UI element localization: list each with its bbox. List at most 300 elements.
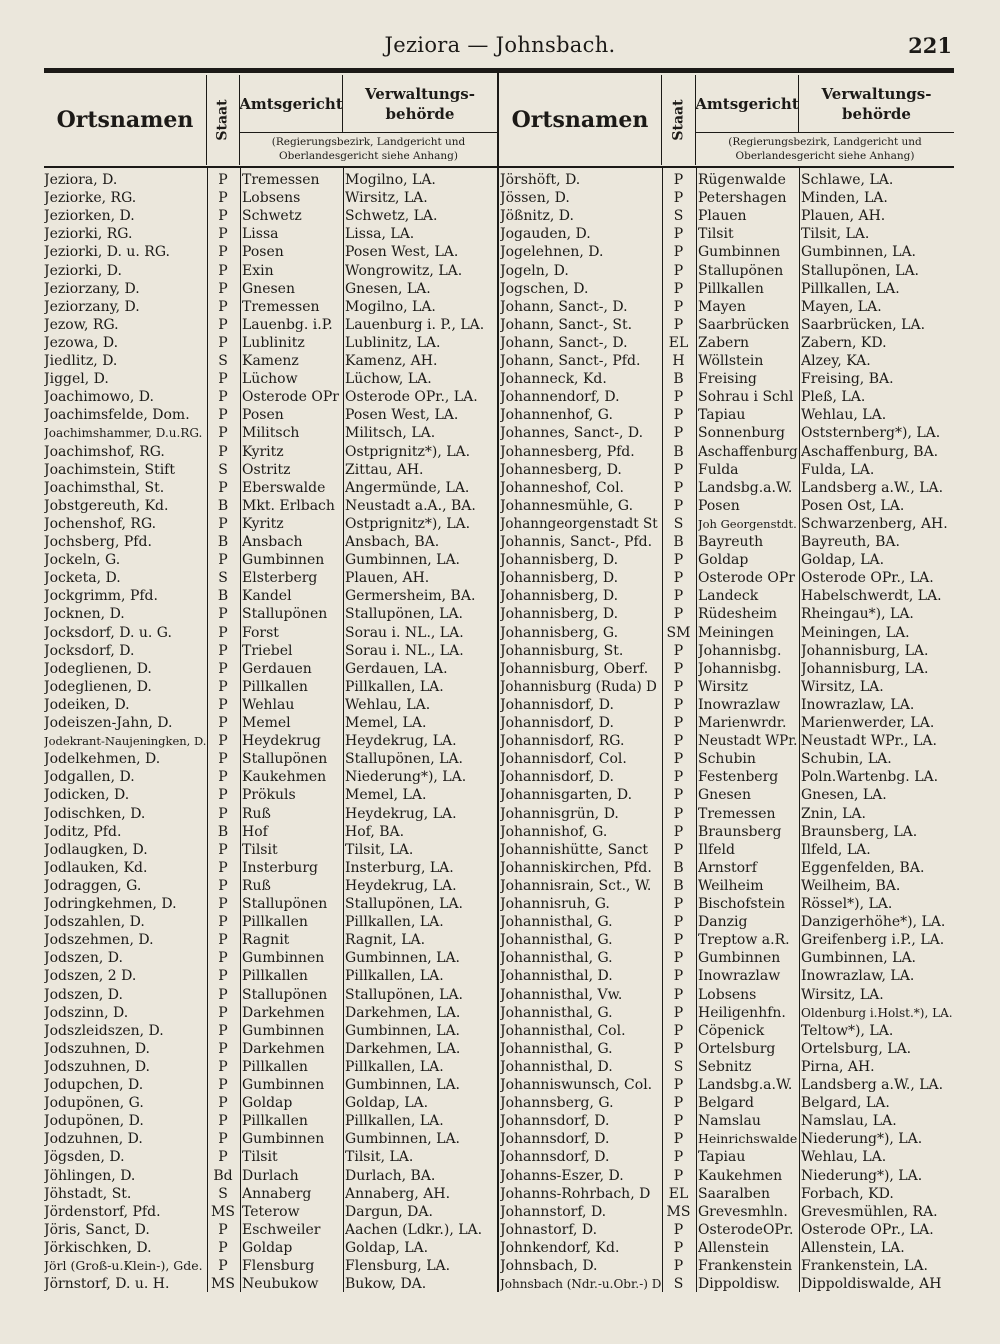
table-row	[44, 262, 504, 280]
entry-ortsname: Johannes, Sanct-, D.	[500, 425, 644, 442]
entry-staat: P	[218, 443, 228, 460]
table-row	[44, 587, 504, 605]
table-row	[44, 207, 504, 225]
entry-verwaltungsbehoerde: Tilsit, LA.	[801, 226, 870, 243]
entry-amtsgericht: Ruß	[242, 877, 271, 894]
entry-ortsname: Joachimshammer, D.u.RG.	[44, 426, 203, 441]
table-row	[499, 642, 959, 660]
entry-amtsgericht: Stallupönen	[242, 606, 328, 623]
entry-staat: P	[673, 497, 684, 514]
entry-verwaltungsbehoerde: Stallupönen, LA.	[345, 751, 464, 768]
entry-amtsgericht: Fulda	[698, 461, 739, 478]
table-row	[44, 189, 504, 207]
entry-staat: P	[218, 624, 228, 641]
entry-ortsname: Jobstgereuth, Kd.	[44, 497, 169, 514]
entry-staat: P	[673, 570, 684, 587]
entry-ortsname: Jogelehnen, D.	[500, 244, 604, 261]
entry-amtsgericht: Forst	[242, 624, 279, 641]
entry-verwaltungsbehoerde: Tilsit, LA.	[345, 841, 414, 858]
entry-amtsgericht: Zabern	[698, 334, 750, 351]
entry-ortsname: Joachimsfelde, Dom.	[44, 407, 190, 424]
entry-staat: P	[218, 896, 228, 912]
entry-amtsgericht: Wehlau	[242, 696, 295, 713]
entry-amtsgericht: Ansbach	[242, 534, 303, 550]
entry-ortsname: Jocknen, D.	[44, 606, 125, 623]
entry-amtsgericht: Prökuls	[242, 787, 296, 804]
entry-verwaltungsbehoerde: Dippoldiswalde, AH	[801, 1276, 942, 1293]
entry-verwaltungsbehoerde: Wehlau, LA.	[345, 696, 431, 713]
entry-staat: P	[673, 642, 684, 659]
entry-amtsgericht: Ilfeld	[698, 841, 735, 858]
entry-ortsname: Jößnitz, D.	[500, 208, 574, 225]
entry-ortsname: Joditz, Pfd.	[44, 823, 122, 840]
table-row	[499, 1257, 959, 1275]
table-row	[44, 497, 504, 515]
entry-verwaltungsbehoerde: Goldap, LA.	[345, 1095, 429, 1112]
entry-staat: P	[218, 1113, 228, 1130]
entry-verwaltungsbehoerde: Pillkallen, LA.	[345, 968, 444, 985]
entry-staat: P	[673, 1167, 684, 1184]
entry-verwaltungsbehoerde: Insterburg, LA.	[345, 859, 454, 876]
entry-verwaltungsbehoerde: Pillkallen, LA.	[345, 678, 444, 695]
entry-verwaltungsbehoerde: Gumbinnen, LA.	[345, 552, 461, 569]
table-row	[44, 1130, 504, 1148]
entry-ortsname: Johann, Sanct-, D.	[500, 298, 628, 315]
entry-verwaltungsbehoerde: Flensburg, LA.	[345, 1258, 451, 1274]
entry-verwaltungsbehoerde: Aachen (Ldkr.), LA.	[345, 1221, 483, 1238]
entry-verwaltungsbehoerde: Ragnit, LA.	[345, 932, 426, 949]
entry-verwaltungsbehoerde: Habelschwerdt, LA.	[801, 588, 942, 605]
entry-ortsname: Joachimshof, RG.	[44, 443, 165, 460]
table-row	[44, 406, 504, 424]
entry-amtsgericht: Dippoldisw.	[698, 1276, 780, 1293]
entry-staat: P	[673, 244, 684, 261]
table-row	[499, 805, 959, 823]
entry-verwaltungsbehoerde: Oststernberg*), LA.	[801, 425, 941, 442]
table-row	[499, 1040, 959, 1058]
table-row	[44, 316, 504, 334]
entry-ortsname: Johannesberg, Pfd.	[500, 443, 635, 460]
entry-verwaltungsbehoerde: Zittau, AH.	[345, 461, 424, 478]
table-row	[499, 1112, 959, 1130]
entry-staat: MS	[211, 1203, 235, 1220]
entry-verwaltungsbehoerde: Johannisburg, LA.	[801, 642, 929, 659]
entry-staat: H	[672, 353, 685, 369]
entry-staat: P	[673, 172, 684, 188]
table-row	[499, 280, 959, 298]
entry-staat: P	[673, 733, 684, 750]
entry-ortsname: Jössen, D.	[500, 190, 570, 207]
entry-verwaltungsbehoerde: Heydekrug, LA.	[345, 877, 457, 894]
entry-ortsname: Johannishof, G.	[500, 823, 608, 840]
header-ortsnamen-right: Ortsnamen	[499, 75, 662, 165]
table-row	[499, 768, 959, 786]
entry-verwaltungsbehoerde: Minden, LA.	[801, 190, 888, 207]
entry-amtsgericht: Weilheim	[698, 877, 764, 894]
entry-amtsgericht: Namslau	[698, 1113, 761, 1130]
entry-ortsname: Johannisthal, Vw.	[500, 986, 623, 1003]
entry-ortsname: Jeziorke, RG.	[44, 190, 137, 207]
table-row	[44, 967, 504, 985]
entry-ortsname: Johannisgrün, D.	[500, 805, 619, 822]
entry-staat: P	[218, 1022, 228, 1039]
entry-staat: P	[218, 208, 228, 225]
entry-staat: S	[218, 461, 228, 478]
entry-staat: P	[218, 841, 228, 858]
entry-amtsgericht: Posen	[242, 244, 284, 261]
entry-verwaltungsbehoerde: Inowrazlaw, LA.	[801, 968, 915, 985]
entry-amtsgericht: Lublinitz	[242, 334, 305, 351]
entry-amtsgericht: Gumbinnen	[698, 950, 781, 967]
entry-staat: P	[218, 425, 228, 442]
entry-ortsname: Jögsden, D.	[44, 1149, 125, 1166]
entry-ortsname: Jodlaugken, D.	[44, 841, 148, 858]
entry-amtsgericht: Gumbinnen	[242, 1131, 325, 1148]
entry-staat: EL	[668, 334, 689, 351]
entry-staat: P	[218, 678, 228, 695]
header-staat-right: Staat	[662, 75, 696, 165]
entry-amtsgericht: Danzig	[698, 914, 748, 931]
entry-staat: P	[673, 1131, 684, 1148]
entry-ortsname: Jeziorki, D.	[44, 262, 122, 279]
entry-amtsgericht: Eschweiler	[242, 1221, 321, 1238]
entry-ortsname: Johanneshof, Col.	[500, 479, 625, 496]
entry-amtsgericht: Heinrichswalde	[698, 1131, 798, 1147]
entry-staat: SM	[666, 624, 691, 641]
entry-amtsgericht: Memel	[242, 715, 291, 731]
table-row	[44, 895, 504, 913]
entry-ortsname: Johannisthal, Col.	[500, 1022, 626, 1039]
table-row	[499, 1094, 959, 1112]
table-row	[499, 1185, 959, 1203]
entry-staat: P	[218, 1149, 228, 1166]
entry-verwaltungsbehoerde: Greifenberg i.P., LA.	[801, 932, 945, 949]
entry-amtsgericht: Tremessen	[242, 172, 320, 188]
entry-amtsgericht: Stallupönen	[242, 896, 328, 912]
entry-ortsname: Johannsberg, G.	[500, 1095, 614, 1112]
entry-verwaltungsbehoerde: Wehlau, LA.	[801, 407, 887, 424]
entry-amtsgericht: Lobsens	[242, 190, 301, 207]
entry-amtsgericht: Meiningen	[698, 624, 774, 641]
entry-ortsname: Johannisthal, G.	[500, 1004, 613, 1021]
entry-verwaltungsbehoerde: Bukow, DA.	[345, 1276, 427, 1293]
entry-verwaltungsbehoerde: Pillkallen, LA.	[345, 1113, 444, 1130]
entry-staat: P	[218, 1131, 228, 1148]
entry-staat: P	[673, 1077, 684, 1093]
entry-verwaltungsbehoerde: Fulda, LA.	[801, 461, 875, 478]
table-row	[499, 587, 959, 605]
entry-verwaltungsbehoerde: Poln.Wartenbg. LA.	[801, 769, 939, 786]
entry-verwaltungsbehoerde: Darkehmen, LA.	[345, 1040, 461, 1057]
entry-verwaltungsbehoerde: Ostprignitz*), LA.	[345, 515, 471, 532]
entry-amtsgericht: Tapiau	[698, 407, 746, 424]
entry-ortsname: Johannisdorf, D.	[500, 769, 614, 786]
entry-staat: P	[673, 190, 684, 207]
entry-ortsname: Jöris, Sanct, D.	[44, 1221, 150, 1238]
entry-amtsgericht: Tilsit	[698, 226, 734, 243]
table-row	[44, 949, 504, 967]
table-row	[44, 642, 504, 660]
entry-verwaltungsbehoerde: Plauen, AH.	[345, 570, 430, 587]
entry-verwaltungsbehoerde: Freising, BA.	[801, 371, 894, 388]
entry-staat: P	[218, 751, 228, 768]
entry-verwaltungsbehoerde: Plauen, AH.	[801, 208, 886, 225]
running-title: Jeziora — Johnsbach.	[384, 33, 616, 57]
entry-ortsname: Johannisburg (Ruda) D	[500, 678, 657, 695]
entry-ortsname: Johannisthal, D.	[500, 968, 613, 985]
entry-ortsname: Jodlauken, Kd.	[44, 859, 148, 876]
entry-amtsgericht: Plauen	[698, 208, 747, 225]
entry-ortsname: Jochsberg, Pfd.	[44, 534, 152, 550]
entry-verwaltungsbehoerde: Pillkallen, LA.	[801, 280, 900, 297]
entry-amtsgericht: Pillkallen	[242, 1058, 308, 1075]
entry-staat: P	[673, 805, 684, 822]
entry-verwaltungsbehoerde: Pillkallen, LA.	[345, 914, 444, 931]
entry-ortsname: Jockeln, G.	[44, 552, 121, 569]
entry-amtsgericht: Sohrau i Schl	[698, 389, 794, 406]
entry-verwaltungsbehoerde: Frankenstein, LA.	[801, 1258, 928, 1274]
page-number: 221	[908, 33, 952, 58]
entry-ortsname: Johannisrain, Sct., W.	[500, 877, 652, 894]
entry-staat: P	[673, 932, 684, 949]
entry-staat: P	[673, 787, 684, 804]
table-row	[499, 461, 959, 479]
entry-amtsgericht: Kandel	[242, 588, 292, 605]
table-row	[499, 515, 959, 533]
header-rule	[44, 166, 954, 168]
table-row	[499, 786, 959, 804]
table-row	[499, 732, 959, 750]
entry-staat: P	[673, 823, 684, 840]
entry-staat: P	[673, 479, 684, 496]
entry-staat: P	[218, 262, 228, 279]
table-row	[44, 388, 504, 406]
entry-staat: P	[218, 1221, 228, 1238]
entry-staat: S	[218, 353, 228, 369]
entry-amtsgericht: Lissa	[242, 226, 279, 243]
entry-verwaltungsbehoerde: Gumbinnen, LA.	[801, 950, 917, 967]
entry-staat: P	[673, 606, 684, 623]
table-row	[44, 551, 504, 569]
entry-ortsname: Jodszleidszen, D.	[44, 1022, 164, 1039]
entry-verwaltungsbehoerde: Oldenburg i.Holst.*), LA.	[801, 1005, 953, 1020]
entry-amtsgericht: Aschaffenburg	[698, 443, 798, 460]
entry-ortsname: Johannisberg, D.	[500, 570, 619, 587]
entry-amtsgericht: Wirsitz	[698, 678, 748, 695]
page-header	[0, 33, 1000, 61]
entry-staat: P	[218, 805, 228, 822]
entry-amtsgericht: Allenstein	[698, 1239, 769, 1256]
entry-amtsgericht: Arnstorf	[698, 859, 757, 876]
entry-verwaltungsbehoerde: Sorau i. NL., LA.	[345, 642, 464, 659]
table-row	[499, 678, 959, 696]
table-row	[499, 1058, 959, 1076]
table-row	[44, 823, 504, 841]
entry-staat: B	[217, 534, 229, 550]
entry-amtsgericht: Neubukow	[242, 1276, 319, 1293]
entry-amtsgericht: Marienwrdr.	[698, 715, 787, 731]
entry-amtsgericht: Gumbinnen	[242, 552, 325, 569]
table-row	[499, 1275, 959, 1293]
table-row	[44, 1257, 504, 1275]
entry-amtsgericht: Heydekrug	[242, 733, 321, 750]
entry-ortsname: Johannisthal, D.	[500, 1058, 613, 1075]
entry-amtsgericht: Grevesmhln.	[698, 1203, 788, 1220]
entry-verwaltungsbehoerde: Rössel*), LA.	[801, 896, 893, 912]
entry-verwaltungsbehoerde: Hof, BA.	[345, 823, 405, 840]
table-row	[499, 316, 959, 334]
entry-amtsgericht: Johannisbg.	[698, 660, 782, 677]
entry-ortsname: Jodischken, D.	[44, 805, 146, 822]
entry-ortsname: Johnkendorf, Kd.	[500, 1239, 620, 1256]
entry-ortsname: Johnsbach, D.	[500, 1258, 598, 1274]
entry-amtsgericht: Tilsit	[242, 841, 278, 858]
entry-ortsname: Jodupchen, D.	[44, 1077, 144, 1093]
entry-amtsgericht: Lauenbg. i.P.	[242, 316, 333, 333]
entry-verwaltungsbehoerde: Mogilno, LA.	[345, 298, 436, 315]
entry-ortsname: Jezowa, D.	[44, 334, 119, 351]
entry-amtsgericht: Osterode OPr	[242, 389, 339, 406]
entry-staat: P	[673, 1040, 684, 1057]
entry-ortsname: Johannisburg, St.	[500, 642, 624, 659]
table-row	[44, 1239, 504, 1257]
entry-amtsgericht: Tremessen	[698, 805, 776, 822]
entry-verwaltungsbehoerde: Meiningen, LA.	[801, 624, 910, 641]
entry-verwaltungsbehoerde: Alzey, KA.	[801, 353, 871, 369]
entry-ortsname: Johanns-Rohrbach, D	[500, 1185, 651, 1202]
entry-verwaltungsbehoerde: Stallupönen, LA.	[345, 986, 464, 1003]
table-row	[44, 1275, 504, 1293]
table-row	[499, 877, 959, 895]
entry-amtsgericht: Landeck	[698, 588, 759, 605]
entry-staat: B	[217, 497, 229, 514]
entry-amtsgericht: Belgard	[698, 1095, 755, 1112]
entry-verwaltungsbehoerde: Militsch, LA.	[345, 425, 436, 442]
entry-staat: P	[218, 1077, 228, 1093]
entry-staat: S	[673, 515, 684, 532]
entry-verwaltungsbehoerde: Gumbinnen, LA.	[345, 1131, 461, 1148]
entry-staat: P	[673, 407, 684, 424]
entry-staat: P	[673, 715, 684, 731]
table-row	[499, 1022, 959, 1040]
table-row	[499, 189, 959, 207]
table-row	[44, 1040, 504, 1058]
entry-staat: P	[673, 1258, 684, 1274]
entry-staat: P	[673, 1095, 684, 1112]
table-row	[44, 280, 504, 298]
table-row	[499, 1076, 959, 1094]
entry-amtsgericht: Triebel	[242, 642, 293, 659]
table-row	[499, 949, 959, 967]
entry-verwaltungsbehoerde: Gumbinnen, LA.	[801, 244, 917, 261]
entry-ortsname: Jocketa, D.	[44, 570, 121, 587]
entry-verwaltungsbehoerde: Ilfeld, LA.	[801, 841, 871, 858]
entry-verwaltungsbehoerde: Schwarzenberg, AH.	[801, 515, 948, 532]
entry-amtsgericht: Gnesen	[698, 787, 751, 804]
entry-amtsgericht: Goldap	[698, 552, 749, 569]
entry-staat: P	[673, 588, 684, 605]
entry-amtsgericht: Tilsit	[242, 1149, 278, 1166]
entry-amtsgericht: Ruß	[242, 805, 271, 822]
entry-verwaltungsbehoerde: Gumbinnen, LA.	[345, 1022, 461, 1039]
entry-ortsname: Johannisberg, D.	[500, 606, 619, 623]
table-row	[499, 913, 959, 931]
table-row	[44, 913, 504, 931]
entry-amtsgericht: Mkt. Erlbach	[242, 497, 335, 514]
entry-ortsname: Jörshöft, D.	[500, 172, 581, 188]
entry-verwaltungsbehoerde: Memel, LA.	[345, 787, 427, 804]
entry-verwaltungsbehoerde: Stallupönen, LA.	[801, 262, 920, 279]
entry-verwaltungsbehoerde: Osterode OPr., LA.	[801, 570, 934, 587]
entry-ortsname: Johannendorf, D.	[500, 389, 620, 406]
table-row	[44, 1076, 504, 1094]
entry-staat: B	[217, 588, 229, 605]
entry-ortsname: Jodszehmen, D.	[44, 932, 154, 949]
table-row	[44, 1058, 504, 1076]
entry-amtsgericht: Pillkallen	[698, 280, 764, 297]
table-row	[499, 1203, 959, 1221]
entry-amtsgericht: Lüchow	[242, 371, 298, 388]
table-row	[44, 605, 504, 623]
table-row	[499, 424, 959, 442]
entry-amtsgericht: Durlach	[242, 1167, 299, 1184]
table-row	[499, 443, 959, 461]
entry-staat: P	[218, 950, 228, 967]
entry-verwaltungsbehoerde: Niederung*), LA.	[801, 1131, 923, 1148]
entry-verwaltungsbehoerde: Sorau i. NL., LA.	[345, 624, 464, 641]
entry-amtsgericht: Sebnitz	[698, 1058, 752, 1075]
entry-amtsgericht: Gerdauen	[242, 660, 312, 677]
entry-verwaltungsbehoerde: Mayen, LA.	[801, 298, 882, 315]
table-row	[44, 786, 504, 804]
entry-verwaltungsbehoerde: Niederung*), LA.	[345, 769, 467, 786]
entry-verwaltungsbehoerde: Belgard, LA.	[801, 1095, 890, 1112]
table-row	[44, 443, 504, 461]
table-row	[44, 1004, 504, 1022]
entry-verwaltungsbehoerde: Stallupönen, LA.	[345, 606, 464, 623]
entry-ortsname: Jogauden, D.	[500, 226, 591, 243]
entry-amtsgericht: Schwetz	[242, 208, 302, 225]
table-row	[499, 207, 959, 225]
entry-amtsgericht: Annaberg	[242, 1185, 312, 1202]
entry-staat: Bd	[213, 1167, 233, 1184]
entry-verwaltungsbehoerde: Posen West, LA.	[345, 407, 459, 424]
entry-verwaltungsbehoerde: Weilheim, BA.	[801, 877, 901, 894]
entry-ortsname: Johannisburg, Oberf.	[500, 660, 649, 677]
entry-amtsgericht: Schubin	[698, 751, 756, 768]
entry-staat: P	[218, 1258, 228, 1274]
entry-verwaltungsbehoerde: Allenstein, LA.	[801, 1239, 905, 1256]
entry-amtsgericht: Kaukehmen	[242, 769, 327, 786]
table-row	[44, 569, 504, 587]
entry-amtsgericht: Elsterberg	[242, 570, 318, 587]
table-row	[44, 660, 504, 678]
entry-staat: P	[673, 696, 684, 713]
entry-amtsgericht: OsterodeOPr.	[698, 1221, 794, 1238]
entry-amtsgericht: Frankenstein	[698, 1258, 793, 1274]
table-row	[499, 497, 959, 515]
entry-verwaltungsbehoerde: Znin, LA.	[801, 805, 866, 822]
table-row	[499, 660, 959, 678]
table-row	[499, 1239, 959, 1257]
entry-amtsgericht: Exin	[242, 262, 274, 279]
entry-ortsname: Jogeln, D.	[500, 262, 569, 279]
entry-ortsname: Jodupönen, D.	[44, 1113, 144, 1130]
entry-ortsname: Johannesberg, D.	[500, 461, 622, 478]
entry-verwaltungsbehoerde: Gerdauen, LA.	[345, 660, 448, 677]
table-row	[499, 931, 959, 949]
entry-ortsname: Jörkischken, D.	[44, 1239, 152, 1256]
